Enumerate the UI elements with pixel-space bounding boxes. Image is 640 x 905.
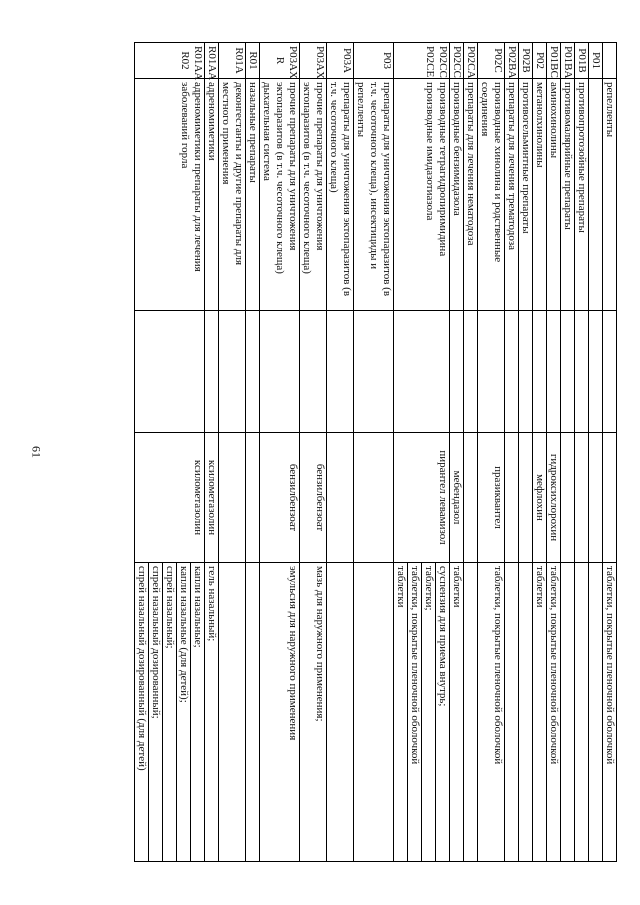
drug-name-cell xyxy=(603,433,617,563)
group-name-cell: адреномиметики xyxy=(205,79,219,311)
dosage-form-cell xyxy=(300,563,327,862)
group-name-cell: препараты для лечения нематодоза xyxy=(464,79,478,311)
atc-code-cell: P01BC xyxy=(547,43,561,79)
group-name-cell: противопротозойные препараты xyxy=(575,79,589,311)
table-row xyxy=(450,43,464,862)
dosage-form-line: гель назальный; xyxy=(206,566,218,642)
empty-cell xyxy=(260,311,300,433)
dosage-form-cell xyxy=(575,563,589,862)
dosage-form-cell xyxy=(464,563,478,862)
group-name-cell: адреномиметики препараты для лечения заболеваний горла xyxy=(135,79,205,311)
dosage-form-line: таблетки, покрытые пленочной оболочкой xyxy=(548,566,560,765)
group-name-cell: препараты для уничтожения эктопаразитов (в т.ч. чесоточного клеща), инсектициды и репелленты xyxy=(354,79,394,311)
dosage-form-line: таблетки, покрытые пленочной оболочкой xyxy=(492,566,504,765)
drug-name-cell xyxy=(354,433,394,563)
table-row xyxy=(327,43,354,862)
atc-code-cell: P02 xyxy=(533,43,547,79)
dosage-form-line: таблетки xyxy=(395,566,407,608)
dosage-form-line: капли назальные; xyxy=(190,563,204,861)
atc-code-cell: P03AX xyxy=(300,43,327,79)
atc-code-cell: R01AA xyxy=(205,43,219,79)
table-row xyxy=(219,43,246,862)
drug-name-cell: мебендазол xyxy=(450,433,464,563)
drug-name-cell: бензилбензоат xyxy=(300,433,327,563)
drug-name-cell xyxy=(505,433,519,563)
table-row xyxy=(478,43,505,862)
table-row xyxy=(547,43,561,862)
group-name-cell: препараты для лечения трематодоза xyxy=(505,79,519,311)
atc-code-cell: P02BA xyxy=(505,43,519,79)
drug-name-cell: празиквантел xyxy=(478,433,505,563)
atc-code-cell: P02CC xyxy=(450,43,464,79)
drug-name-cell xyxy=(561,433,575,563)
atc-code-cell: P02CA xyxy=(464,43,478,79)
atc-code-cell: R01A xyxy=(219,43,246,79)
atc-code-cell: P01B xyxy=(575,43,589,79)
dosage-form-cell xyxy=(603,563,617,862)
empty-cell xyxy=(547,311,561,433)
atc-code-cell: P03AX R xyxy=(260,43,300,79)
table-row xyxy=(561,43,575,862)
atc-code-cell xyxy=(603,43,617,79)
empty-cell xyxy=(575,311,589,433)
dosage-form-cell xyxy=(533,563,547,862)
group-name-cell: прочие препараты для уничтожения эктопаразитов (в т.ч. чесоточного клеща) xyxy=(300,79,327,311)
dosage-form-cell xyxy=(450,563,464,862)
table-row xyxy=(205,43,219,862)
table-row xyxy=(533,43,547,862)
drug-name-cell: пирантел левамизол xyxy=(394,433,450,563)
empty-cell xyxy=(219,311,246,433)
empty-cell xyxy=(246,311,260,433)
drug-name-cell: ксилометазолин xyxy=(205,433,219,563)
group-name-cell: метанолхинолины xyxy=(533,79,547,311)
group-name-cell: препараты для уничтожения эктопаразитов (в т.ч. чесоточного клеща) xyxy=(327,79,354,311)
dosage-form-cell xyxy=(246,563,260,862)
dosage-form-line: эмульсия для наружного применения xyxy=(287,566,299,741)
drug-name-cell xyxy=(327,433,354,563)
dosage-form-line: спрей назальный дозированный; xyxy=(148,563,162,861)
group-name-cell: репелленты xyxy=(603,79,617,311)
drug-name-cell xyxy=(589,433,603,563)
dosage-form-cell xyxy=(561,563,575,862)
drug-name-cell xyxy=(219,433,246,563)
group-name-cell: деконгестанты и другие препараты для местного применения xyxy=(219,79,246,311)
table-row xyxy=(135,43,205,862)
atc-code-cell: P03 xyxy=(354,43,394,79)
table-row xyxy=(603,43,617,862)
empty-cell xyxy=(589,311,603,433)
drug-name-cell: ксилометазолин xyxy=(135,433,205,563)
dosage-form-line: таблетки xyxy=(451,566,463,608)
atc-code-cell: P02B xyxy=(519,43,533,79)
empty-cell xyxy=(464,311,478,433)
empty-cell xyxy=(205,311,219,433)
dosage-form-line: капли назальные (для детей); xyxy=(176,563,190,861)
dosage-form-cell xyxy=(519,563,533,862)
dosage-form-line: спрей назальный; xyxy=(162,563,176,861)
rotated-page xyxy=(82,42,617,862)
atc-code-cell: P01BA xyxy=(561,43,575,79)
drug-name-cell xyxy=(575,433,589,563)
table-row xyxy=(589,43,603,862)
empty-cell xyxy=(478,311,505,433)
atc-code-cell: P01 xyxy=(589,43,603,79)
page-number: 61 xyxy=(29,446,44,458)
table-row xyxy=(505,43,519,862)
empty-cell xyxy=(533,311,547,433)
dosage-form-cell xyxy=(327,563,354,862)
dosage-form-line: таблетки, покрытые пленочной оболочкой xyxy=(604,566,616,765)
dosage-form-cell xyxy=(219,563,246,862)
drug-name-cell: гидроксихлорохин xyxy=(547,433,561,563)
table-row xyxy=(575,43,589,862)
dosage-form-cell xyxy=(205,563,219,862)
dosage-form-line: таблетки; xyxy=(421,563,435,861)
group-name-cell: назальные препараты xyxy=(246,79,260,311)
group-name-cell: производные тетрагидропиримидина производные имидазотиазола xyxy=(394,79,450,311)
dosage-form-cell xyxy=(589,563,603,862)
atc-code-cell: R01AA R02 xyxy=(135,43,205,79)
group-name-cell: прочие препараты для уничтожения эктопаразитов (в т.ч. чесоточного клеща) дыхательная система xyxy=(260,79,300,311)
dosage-form-cell xyxy=(478,563,505,862)
empty-cell xyxy=(450,311,464,433)
table-row xyxy=(354,43,394,862)
dosage-form-cell xyxy=(135,563,205,862)
dosage-form-line: таблетки, покрытые пленочной оболочкой xyxy=(407,563,421,861)
dosage-form-cell xyxy=(505,563,519,862)
empty-cell xyxy=(561,311,575,433)
drug-name-cell xyxy=(519,433,533,563)
atc-code-cell: R01 xyxy=(246,43,260,79)
atc-code-cell: P02C xyxy=(478,43,505,79)
dosage-form-cell xyxy=(354,563,394,862)
empty-cell xyxy=(354,311,394,433)
empty-cell xyxy=(135,311,205,433)
group-name-cell: противогельминтные препараты xyxy=(519,79,533,311)
group-name-cell: производные хинолина и родственные соединения xyxy=(478,79,505,311)
drug-name-cell xyxy=(246,433,260,563)
dosage-form-line: мазь для наружного применения; xyxy=(314,566,326,722)
dosage-form-line: спрей назальный дозированный (для детей) xyxy=(136,566,148,771)
empty-cell xyxy=(603,311,617,433)
drug-name-cell: мефлохин xyxy=(533,433,547,563)
group-name-cell: производные бензимидазола xyxy=(450,79,464,311)
group-name-cell: аминохинолины xyxy=(547,79,561,311)
table-row xyxy=(246,43,260,862)
empty-cell xyxy=(327,311,354,433)
dosage-form-cell xyxy=(260,563,300,862)
empty-cell xyxy=(519,311,533,433)
dosage-form-line: таблетки xyxy=(534,566,546,608)
table-row xyxy=(464,43,478,862)
drug-name-cell: бензилбензоат xyxy=(260,433,300,563)
medication-table xyxy=(134,42,617,862)
empty-cell xyxy=(300,311,327,433)
empty-cell xyxy=(394,311,450,433)
dosage-form-cell xyxy=(394,563,450,862)
empty-cell xyxy=(505,311,519,433)
atc-code-cell: P02CC P02CE xyxy=(394,43,450,79)
atc-code-cell: P03A xyxy=(327,43,354,79)
group-name-cell: противомалярийные препараты xyxy=(561,79,575,311)
dosage-form-line: суспензия для приема внутрь; xyxy=(435,563,449,861)
dosage-form-cell xyxy=(547,563,561,862)
table-row xyxy=(300,43,327,862)
table-body xyxy=(135,43,617,862)
group-name-cell xyxy=(589,79,603,311)
table-row xyxy=(519,43,533,862)
table-row xyxy=(394,43,450,862)
table-row xyxy=(260,43,300,862)
drug-name-cell xyxy=(464,433,478,563)
